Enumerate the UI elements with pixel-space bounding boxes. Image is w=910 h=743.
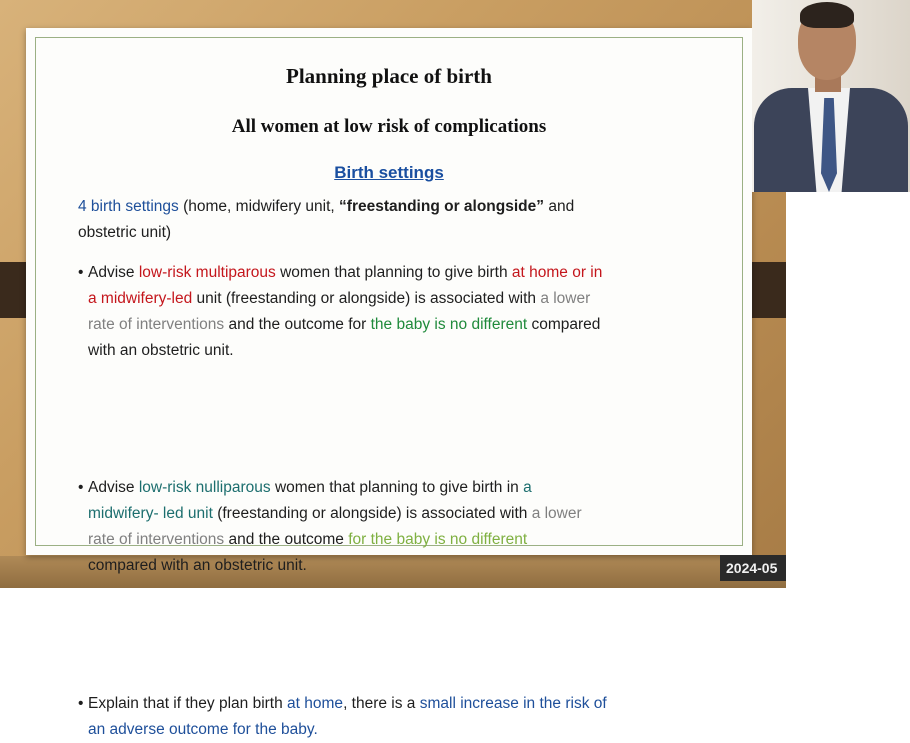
intro-bold: “freestanding or alongside” xyxy=(339,198,545,215)
bullet2-highlight: midwifery- led unit xyxy=(88,505,213,522)
bullet1-text: unit (freestanding or alongside) is associated with xyxy=(192,290,541,307)
bullet1-grey: rate of interventions xyxy=(88,316,225,333)
bullet1-green: the baby is no different xyxy=(370,316,528,333)
section-heading: Birth settings xyxy=(334,163,444,182)
bullet-home-risk xyxy=(78,691,712,743)
bullet2-text: Advise xyxy=(88,479,139,496)
bullet1-text: compared xyxy=(527,316,601,333)
intro-paragraph xyxy=(78,194,698,246)
bullet-multiparous xyxy=(78,260,712,364)
bullet1-grey: a lower xyxy=(540,290,591,307)
bullet3-highlight: small increase in the risk of xyxy=(419,695,607,712)
bullet2-grey: rate of interventions xyxy=(88,531,225,548)
bullet1-text: Advise xyxy=(88,264,139,281)
intro-text-end: and xyxy=(544,198,575,215)
bullet2-grey: a lower xyxy=(531,505,582,522)
bullet-nulliparous xyxy=(78,475,712,579)
presenter-hair xyxy=(800,2,854,28)
bullet1-highlight: a midwifery-led xyxy=(88,290,193,307)
presenter-webcam xyxy=(752,0,910,192)
bullet2-text: (freestanding or alongside) is associated with xyxy=(212,505,532,522)
bullet1-text: women that planning to give birth xyxy=(275,264,512,281)
bullet3-text: , there is a xyxy=(343,695,420,712)
bullet1-text: and the outcome for xyxy=(224,316,371,333)
bullet1-highlight: low-risk multiparous xyxy=(138,264,276,281)
slide-title: Planning place of birth xyxy=(286,64,492,88)
bullet2-highlight: low-risk nulliparous xyxy=(138,479,271,496)
bullet3-text: Explain that if they plan birth xyxy=(88,695,288,712)
bullet2-text: compared with an obstetric unit. xyxy=(88,557,307,574)
bullet2-highlight: a xyxy=(523,479,532,496)
bullet2-green: for the baby is no different xyxy=(348,531,528,548)
bullet2-text: and the outcome xyxy=(224,531,349,548)
bullet3-highlight: an adverse outcome for the baby. xyxy=(88,721,318,738)
bullet3-highlight: at home xyxy=(287,695,344,712)
intro-text: (home, midwifery unit, xyxy=(178,198,340,215)
intro-highlight: 4 birth settings xyxy=(78,198,179,215)
bullet2-text: women that planning to give birth in xyxy=(270,479,524,496)
intro-line2: obstetric unit) xyxy=(78,224,172,241)
slide-subtitle: All women at low risk of complications xyxy=(231,116,547,137)
bullet1-highlight: at home or in xyxy=(511,264,603,281)
date-stamp: 2024-05 xyxy=(720,555,786,581)
bullet1-text: with an obstetric unit. xyxy=(88,342,234,359)
